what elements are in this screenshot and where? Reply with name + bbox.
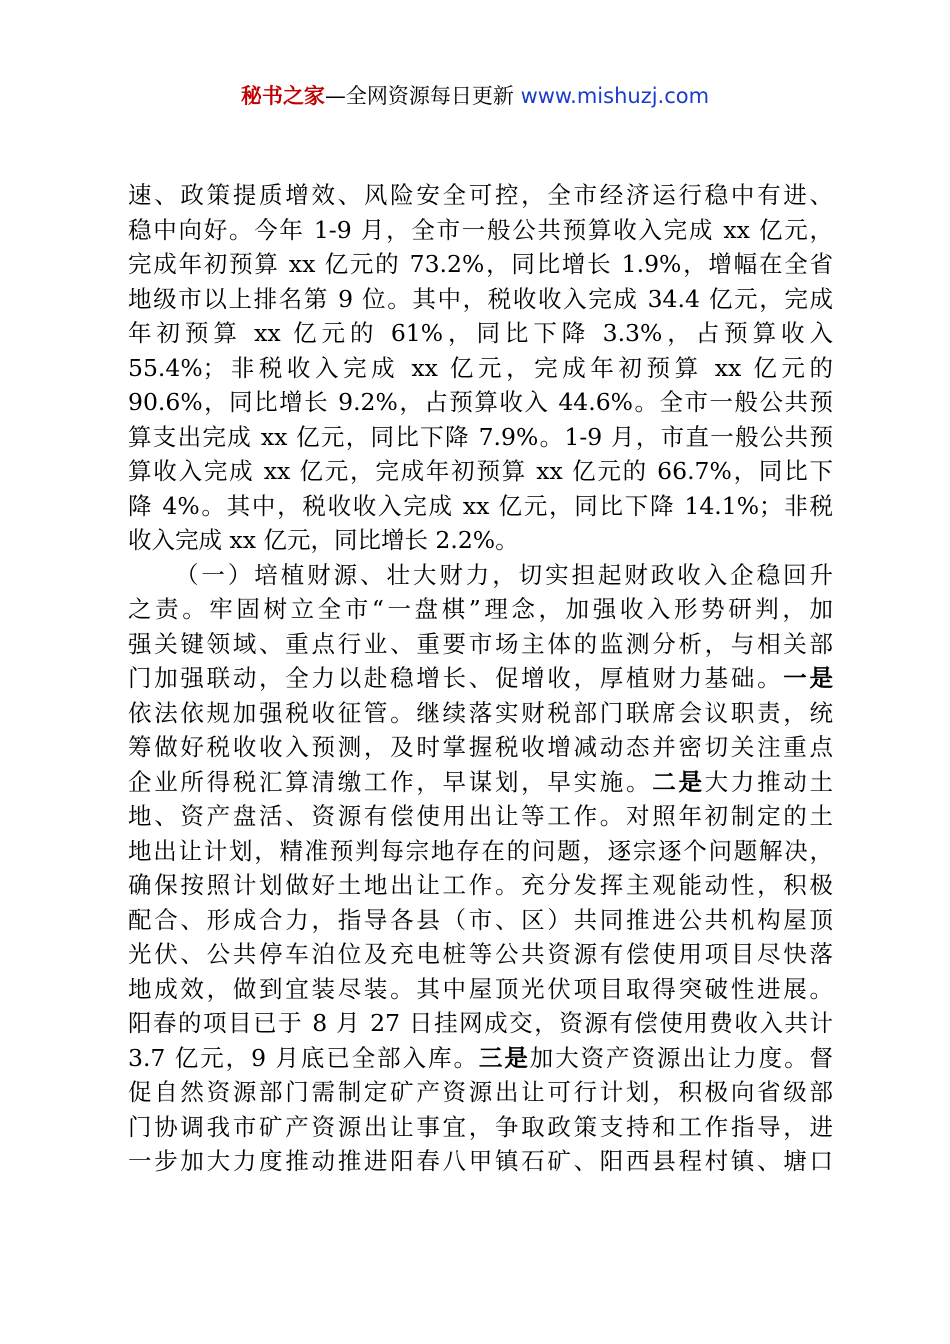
text-line: 地、资产盘活、资源有偿使用出让等工作。对照年初制定的土: [128, 802, 833, 830]
text-line: 之责。牢固树立全市“一盘棋”理念，加强收入形势研判，加: [128, 595, 833, 623]
paragraph-1: [128, 178, 833, 558]
text-line: [128, 1041, 833, 1076]
text-line: 算支出完成 xx 亿元，同比下降 7.9%。1-9 月，市直一般公共预: [128, 422, 833, 451]
text-line: 阳春的项目已于 8 月 27 日挂网成交，资源有偿使用费收入共计: [128, 1009, 833, 1037]
emphasis-third: 三是: [478, 1043, 530, 1072]
text-line: [128, 661, 833, 696]
line-text: 3.7 亿元，9 月底已全部入库。: [128, 1043, 479, 1072]
text-line: 稳中向好。今年 1-9 月，全市一般公共预算收入完成 xx 亿元，: [128, 215, 833, 244]
text-line: 年初预算 xx 亿元的 61%，同比下降 3.3%，占预算收入: [128, 319, 833, 347]
text-line: 90.6%，同比增长 9.2%，占预算收入 44.6%。全市一般公共预: [128, 388, 833, 416]
brand-name: 秘书之家: [240, 84, 325, 108]
text-line: 确保按照计划做好土地出让工作。充分发挥主观能动性，积极: [128, 871, 833, 899]
text-line: 一步加大力度推动推进阳春八甲镇石矿、阳西县程村镇、塘口: [128, 1147, 833, 1175]
text-line: 地级市以上排名第 9 位。其中，税收收入完成 34.4 亿元，完成: [128, 284, 833, 313]
text-line: 促自然资源部门需制定矿产资源出让可行计划，积极向省级部: [128, 1078, 833, 1106]
line-text-tail: 大力推动土: [704, 767, 833, 796]
text-line: [128, 765, 833, 800]
text-line: 门协调我市矿产资源出让事宜，争取政策支持和工作指导，进: [128, 1112, 833, 1141]
section-heading-line: （一）培植财源、壮大财力，切实担起财政收入企稳回升: [175, 560, 833, 589]
site-url-link[interactable]: www.mishuzj.com: [520, 84, 710, 108]
emphasis-second: 二是: [652, 767, 705, 796]
emphasis-first: 一是: [783, 664, 833, 692]
text-line: 速、政策提质增效、风险安全可控，全市经济运行稳中有进、: [128, 181, 833, 209]
text-line: 配合、形成合力，指导各县（市、区）共同推进公共机构屋顶: [128, 905, 833, 934]
line-text: 门加强联动，全力以赴稳增长、促增收，厚植财力基础。: [128, 664, 784, 692]
text-line: 降 4%。其中，税收收入完成 xx 亿元，同比下降 14.1%；非税: [128, 491, 833, 520]
text-line: 强关键领域、重点行业、重要市场主体的监测分析，与相关部: [128, 629, 833, 658]
document-body: [128, 178, 833, 1179]
text-line: 55.4%；非税收入完成 xx 亿元，完成年初预算 xx 亿元的: [128, 353, 833, 382]
text-line: 光伏、公共停车泊位及充电桩等公共资源有偿使用项目尽快落: [128, 940, 833, 968]
text-line: 地成效，做到宜装尽装。其中屋顶光伏项目取得突破性进展。: [128, 974, 833, 1003]
paragraph-2: [128, 558, 833, 1179]
line-text: 企业所得税汇算清缴工作，早谋划，早实施。: [128, 767, 653, 796]
text-line: 算收入完成 xx 亿元，完成年初预算 xx 亿元的 66.7%，同比下: [128, 457, 833, 485]
text-line: 依法依规加强税收征管。继续落实财税部门联席会议职责，统: [128, 698, 833, 727]
text-line: 完成年初预算 xx 亿元的 73.2%，同比增长 1.9%，增幅在全省: [128, 250, 833, 278]
site-header: [0, 80, 950, 112]
text-line: 收入完成 xx 亿元，同比增长 2.2%。: [128, 526, 519, 554]
text-line: 地出让计划，精准预判每宗地存在的问题，逐宗逐个问题解决，: [128, 836, 833, 865]
text-line: 筹做好税收收入预测，及时掌握税收增减动态并密切关注重点: [128, 733, 833, 761]
line-text-tail: 加大资产资源出让力度。督: [529, 1043, 833, 1072]
header-tagline: —全网资源每日更新: [324, 84, 521, 108]
